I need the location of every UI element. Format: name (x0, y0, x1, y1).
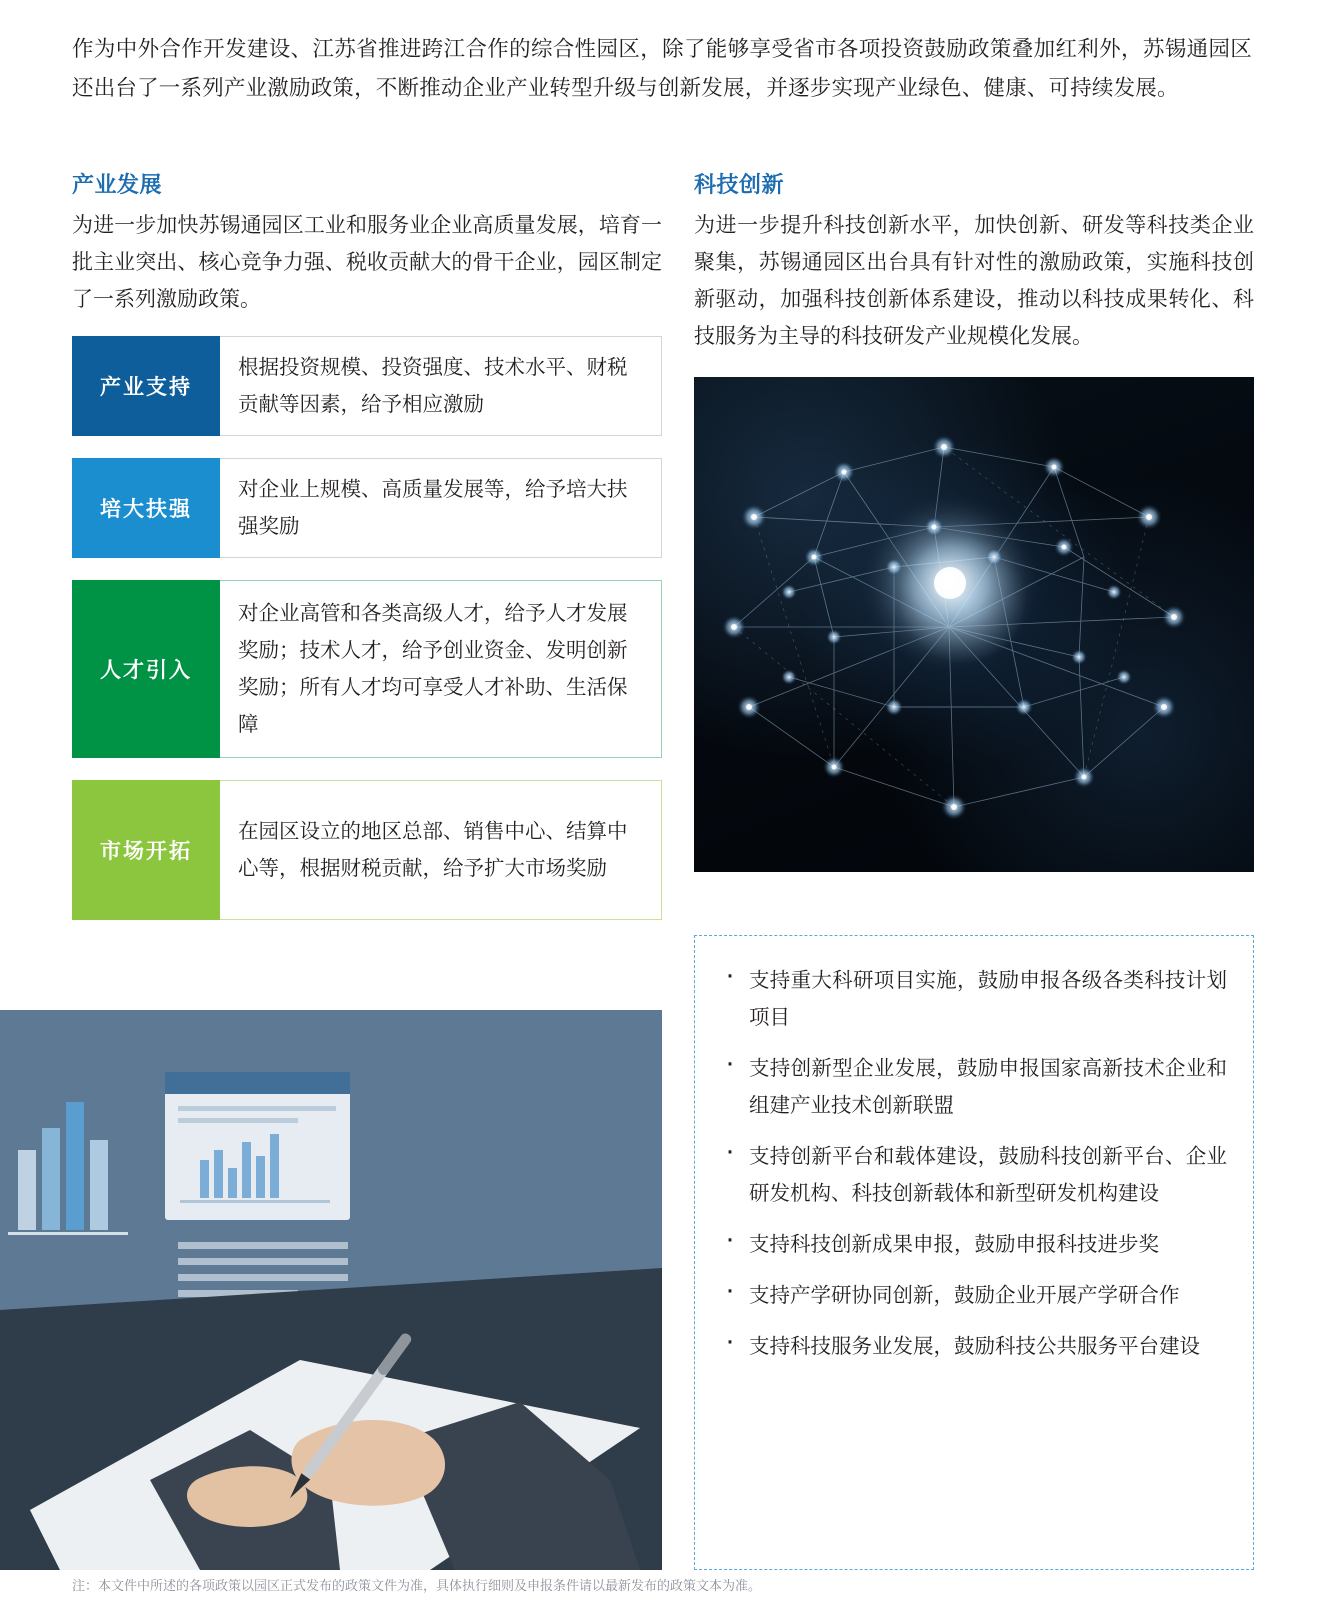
right-column-title: 科技创新 (694, 172, 785, 197)
policy-card-label: 人才引入 (72, 580, 220, 758)
list-item: · 支持科技创新成果申报，鼓励申报科技进步奖 (717, 1226, 1227, 1263)
policy-card (72, 780, 662, 920)
policy-card-text: 根据投资规模、投资强度、技术水平、财税贡献等因素，给予相应激励 (220, 336, 662, 436)
left-photo-illustration (0, 1010, 662, 1570)
policy-card-label: 市场开拓 (72, 780, 220, 920)
list-item: · 支持创新平台和载体建设，鼓励科技创新平台、企业研发机构、科技创新载体和新型研发机构建设 (717, 1138, 1227, 1212)
policy-card-label: 产业支持 (72, 336, 220, 436)
policy-card-text: 对企业上规模、高质量发展等，给予培大扶强奖励 (220, 458, 662, 558)
left-column-title: 产业发展 (72, 172, 163, 197)
footnote: 注：本文件中所述的各项政策以园区正式发布的政策文件为准，具体执行细则及申报条件请以最新发布的政策文本为准。 (72, 1578, 762, 1593)
policy-card (72, 336, 662, 436)
policy-card-text: 对企业高管和各类高级人才，给予人才发展奖励；技术人才，给予创业资金、发明创新奖励；所有人才均可享受人才补助、生活保障 (220, 580, 662, 758)
list-item: · 支持产学研协同创新，鼓励企业开展产学研合作 (717, 1277, 1227, 1314)
policy-card (72, 580, 662, 758)
intro-paragraph: 作为中外合作开发建设、江苏省推进跨江合作的综合性园区，除了能够享受省市各项投资鼓励政策叠加红利外，苏锡通园区还出台了一系列产业激励政策，不断推动企业产业转型升级与创新发展，并逐步实现产业绿色、健康、可持续发展。 (72, 37, 1252, 100)
left-column-paragraph: 为进一步加快苏锡通园区工业和服务业企业高质量发展，培育一批主业突出、核心竞争力强、税收贡献大的骨干企业，园区制定了一系列激励政策。 (72, 214, 662, 311)
innovation-policy-box (694, 935, 1254, 1570)
list-item: · 支持重大科研项目实施，鼓励申报各级各类科技计划项目 (717, 962, 1227, 1036)
network-illustration (694, 377, 1254, 872)
policy-card-label: 培大扶强 (72, 458, 220, 558)
list-item: · 支持科技服务业发展，鼓励科技公共服务平台建设 (717, 1328, 1227, 1365)
left-photo (0, 1010, 662, 1570)
right-photo (694, 377, 1254, 872)
policy-card-text: 在园区设立的地区总部、销售中心、结算中心等，根据财税贡献，给予扩大市场奖励 (220, 780, 662, 920)
policy-card (72, 458, 662, 558)
policy-card-list (72, 336, 662, 920)
right-column (694, 168, 1254, 872)
right-column-paragraph: 为进一步提升科技创新水平，加快创新、研发等科技类企业聚集，苏锡通园区出台具有针对性的激励政策，实施科技创新驱动，加强科技创新体系建设，推动以科技成果转化、科技服务为主导的科技研发产业规模化发展。 (694, 214, 1254, 348)
list-item: · 支持创新型企业发展，鼓励申报国家高新技术企业和组建产业技术创新联盟 (717, 1050, 1227, 1124)
innovation-bullet-list (717, 962, 1227, 1365)
left-column (72, 168, 662, 942)
